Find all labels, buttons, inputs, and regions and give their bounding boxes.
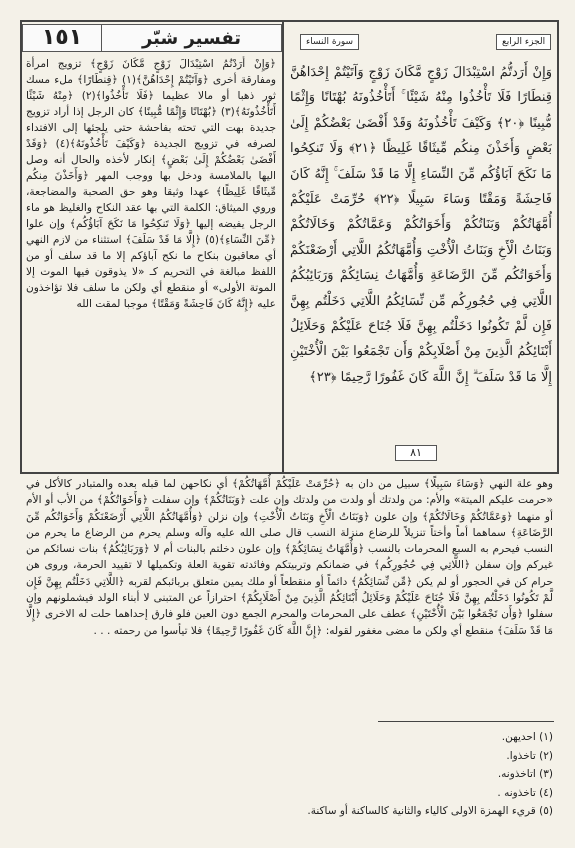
page-header: [22, 24, 282, 52]
footnote-separator: [378, 721, 554, 722]
tafsir-paragraph: ﴿وَإِنْ أَرَدْتُمُ اسْتِبْدَالَ زَوْجٍ مَّكَانَ زَوْجٍ﴾ تزويج امرأة ومفارقة أخرى ﴿وَآتَيْتُمْ إِحْدَاهُنَّ﴾(١) ﴿قِنطَارًا﴾ ملء مسك ثور ذهبا أو مالا عظيما ﴿فَلَا تَأْخُذُوا﴾(٢) ﴿مِنْهُ شَيْئًا أَتَأْخُذُونَهُ﴾(٣) ﴿بُهْتَانًا وَإِثْمًا مُّبِينًا﴾ كان الرجل إذا أراد تزويج جديدة بهت التي تحته بفاحشة حتى يلجئها إلى الافتداء لصرفه في تزويج الجديدة ﴿وَكَيْفَ تَأْخُذُونَهُ﴾(٤) ﴿وَقَدْ أَفْضَىٰ بَعْضُكُمْ إِلَىٰ بَعْضٍ﴾ إنكار لأخذه والحال أنه وصل اليها بالملامسة ودخل بها ووجب المهر ﴿وَأَخَذْنَ مِنكُم مِّيثَاقًا غَلِيظًا﴾ عهدا وثيقا وهو حق الصحبة والمضاجعة، وروي الميثاق: الكلمة التي بها عقد النكاح والغليظ هو ماء الرجل يفيضه إليها ﴿وَلَا تَنكِحُوا مَا نَكَحَ آبَاؤُكُم﴾ وإن علوا ﴿مِّنَ النِّسَاءِ﴾(٥) ﴿إِلَّا مَا قَدْ سَلَفَ﴾ استثناء من لازم النهي أي معاقبون بنكاح ما نكح آباؤكم إلا ما قد سلف أو من اللفظ مبالغة في التحريم كـ «لا يذوقون فيها الموت إلا الموتة الأولى» أو منقطع أي ولكن ما سلف فلا تؤاخذون عليه ﴿إِنَّهُ كَانَ فَاحِشَةً وَمَقْتًا﴾ موجبا لمقت الله: [26, 58, 276, 310]
quran-page-number: ٨١: [395, 445, 437, 461]
surah-badge: سورة النساء: [300, 34, 359, 50]
quran-text: وَإِنْ أَرَدتُّمُ اسْتِبْدَالَ زَوْجٍ مَّكَانَ زَوْجٍ وَآتَيْتُمْ إِحْدَاهُنَّ قِنطَارًا فَلَا تَأْخُذُوا مِنْهُ شَيْئًا ۚ أَتَأْخُذُونَهُ بُهْتَانًا وَإِثْمًا مُّبِينًا ﴿٢٠﴾ وَكَيْفَ تَأْخُذُونَهُ وَقَدْ أَفْضَىٰ بَعْضُكُمْ إِلَىٰ بَعْضٍ وَأَخَذْنَ مِنكُم مِّيثَاقًا غَلِيظًا ﴿٢١﴾ وَلَا تَنكِحُوا مَا نَكَحَ آبَاؤُكُم مِّنَ النِّسَاءِ إِلَّا مَا قَدْ سَلَفَ ۚ إِنَّهُ كَانَ فَاحِشَةً وَمَقْتًا وَسَاءَ سَبِيلًا ﴿٢٢﴾ حُرِّمَتْ عَلَيْكُمْ أُمَّهَاتُكُمْ وَبَنَاتُكُمْ وَأَخَوَاتُكُمْ وَعَمَّاتُكُمْ وَخَالَاتُكُمْ وَبَنَاتُ الْأَخِ وَبَنَاتُ الْأُخْتِ وَأُمَّهَاتُكُمُ اللَّاتِي أَرْضَعْنَكُمْ وَأَخَوَاتُكُم مِّنَ الرَّضَاعَةِ وَأُمَّهَاتُ نِسَائِكُمْ وَرَبَائِبُكُمُ اللَّاتِي فِي حُجُورِكُم مِّن نِّسَائِكُمُ اللَّاتِي دَخَلْتُم بِهِنَّ فَإِن لَّمْ تَكُونُوا دَخَلْتُم بِهِنَّ فَلَا جُنَاحَ عَلَيْكُمْ وَحَلَائِلُ أَبْنَائِكُمُ الَّذِينَ مِنْ أَصْلَابِكُمْ وَأَن تَجْمَعُوا بَيْنَ الْأُخْتَيْنِ إِلَّا مَا قَدْ سَلَفَ ۗ إِنَّ اللَّهَ كَانَ غَفُورًا رَّحِيمًا ﴿٢٣﴾: [290, 65, 552, 385]
book-title: تفسير شبّر: [141, 27, 242, 49]
footnote-item: (٤) تاخذونه .: [497, 786, 553, 799]
page-number: ١٥١: [23, 25, 102, 51]
tafsir-column: [26, 56, 276, 468]
footnote-item: (٣) اتاخذونه.: [497, 768, 553, 780]
footnotes: [26, 728, 553, 821]
footnote-item: (٥) قريء الهمزة الاولى كالياء والثانية كالساكنة أو ساكنة.: [307, 805, 553, 817]
commentary-paragraph: وهو علة النهي ﴿وَسَاءَ سَبِيلًا﴾ سبيل من دان به ﴿حُرِّمَتْ عَلَيْكُمْ أُمَّهَاتُكُمْ﴾ أي نكاحهن لما قبله بعده والمتبادر كالأكل في «حرمت عليكم الميتة» والأم: من ولدتك أو ولدت من ولدتك وإن علت ﴿وَبَنَاتُكُمْ﴾ وإن سفلت ﴿وَأَخَوَاتُكُمْ﴾ من الأب أو الأم أو منهما ﴿وَعَمَّاتُكُمْ وَخَالَاتُكُمْ﴾ وإن علون ﴿وَبَنَاتُ الْأَخِ وَبَنَاتُ الْأُخْتِ﴾ وإن نزلن ﴿وَأُمَّهَاتُكُمُ اللَّاتِي أَرْضَعْنَكُمْ وَأَخَوَاتُكُم مِّنَ الرَّضَاعَةِ﴾ سماهما أماً وأختاً تنزيلاً للرضاع منزلة النسب قال صلى الله عليه وآله وسلم يحرم من الرضاع ما يحرم من النسب فيحرم به السبع المحرمات بالنسب ﴿وَأُمَّهَاتُ نِسَائِكُمْ﴾ وإن علون دخلتم بالبنات أم لا ﴿وَرَبَائِبُكُمُ﴾ بنات نسائكم من غيركم وإن سفلن ﴿اللَّاتِي فِي حُجُورِكُم﴾ في ضمانكم وتربيتكم وفائدته تقوية العلة وتكميلها لا تقييد الحرمة، وروى هن حرام كن في الحجور أو لم يكن ﴿مِّن نِّسَائِكُمُ﴾ دائماً أو منقطعاً أو ملك يمين متعلق بربائبكم لقربه ﴿اللَّاتِي دَخَلْتُم بِهِنَّ فَإِن لَّمْ تَكُونُوا دَخَلْتُم بِهِنَّ فَلَا جُنَاحَ عَلَيْكُمْ وَحَلَائِلُ أَبْنَائِكُمُ الَّذِينَ مِنْ أَصْلَابِكُمْ﴾ احترازاً عن المتبنى لا أبناء الولد فيشملونهم وإن سفلوا ﴿وَأَن تَجْمَعُوا بَيْنَ الْأُخْتَيْنِ﴾ عطف على المحرمات والمحرم الجمع دون العين فلو فارق إحداهما حلت له الاخرى ﴿إِلَّا مَا قَدْ سَلَفَ﴾ منقطع أي ولكن ما مضى مغفور لقوله: ﴿إِنَّ اللَّهَ كَانَ غَفُورًا رَّحِيمًا﴾ فلا تيأسوا من رحمته . . .: [26, 478, 553, 637]
quran-column: [290, 60, 552, 442]
footnote-item: (٢) تاخذوا.: [506, 749, 553, 762]
commentary-section: [26, 476, 553, 639]
column-divider: [282, 20, 284, 472]
juz-badge: الجزء الرابع: [496, 34, 551, 50]
footnote-item: (١) احديهن.: [501, 731, 553, 743]
